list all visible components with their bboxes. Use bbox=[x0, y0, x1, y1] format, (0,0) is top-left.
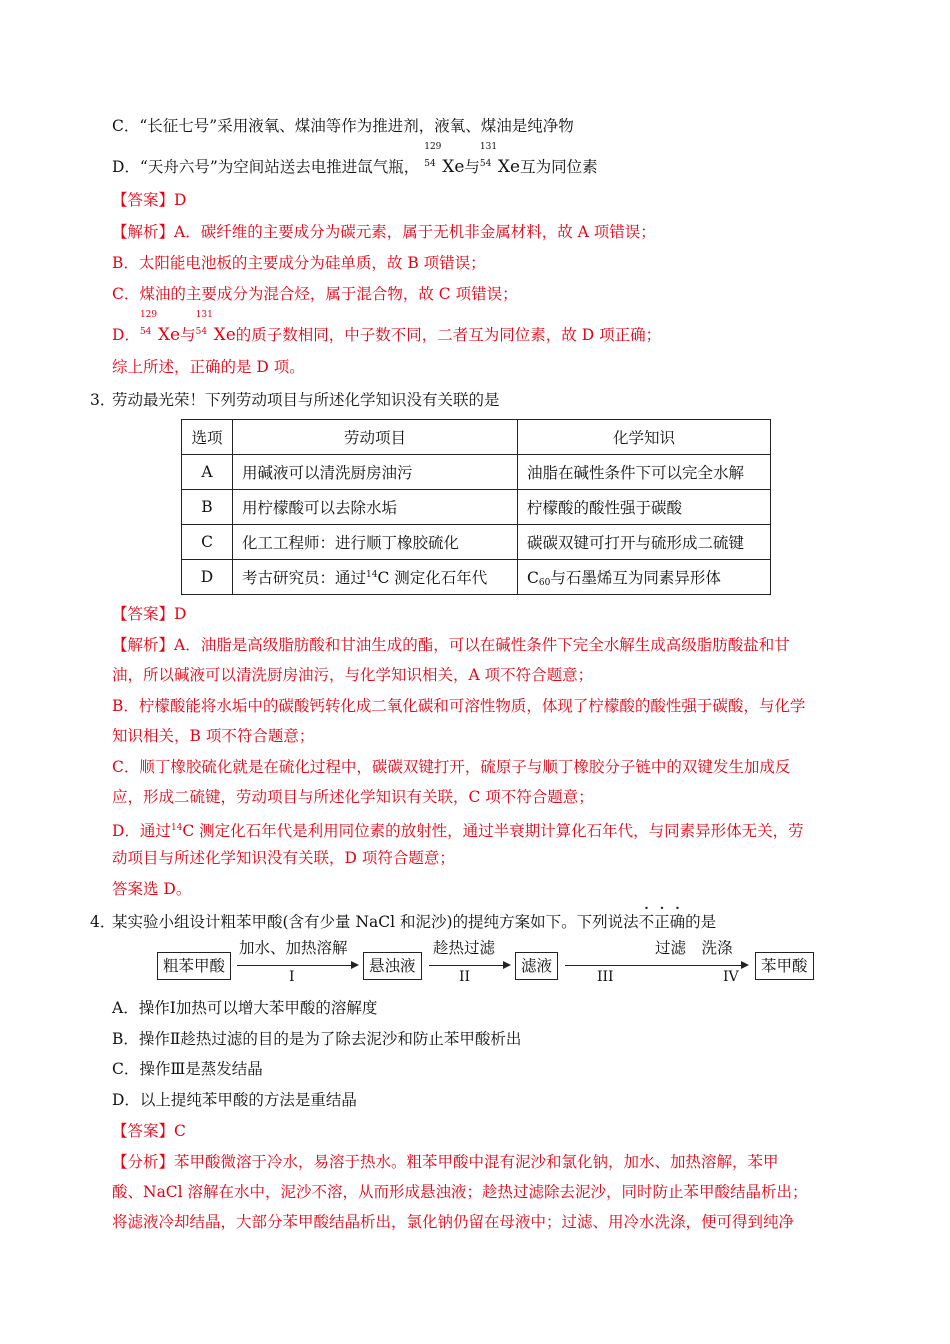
table-row bbox=[182, 455, 771, 490]
q4-option-b: B．操作Ⅱ趁热过滤的目的是为了除去泥沙和防止苯甲酸析出 bbox=[112, 1030, 522, 1048]
table-cell bbox=[233, 560, 518, 595]
q2-option-d-text: 与 bbox=[464, 158, 480, 176]
q2-explanation-d-text: 的质子数相同，中子数不同，二者互为同位素，故 D 项正确； bbox=[235, 326, 662, 344]
q2-option-d bbox=[112, 142, 598, 177]
table-cell: 油脂在碱性条件下可以完全水解 bbox=[518, 455, 771, 490]
table-cell: C bbox=[182, 525, 233, 560]
q2-answer: 【答案】D bbox=[112, 191, 187, 209]
emphasis-char: 正 bbox=[654, 913, 670, 931]
isotope-atomic-number: 54 bbox=[195, 327, 208, 337]
q3-answer: 【答案】D bbox=[112, 605, 187, 623]
xe131-isotope bbox=[479, 142, 498, 172]
q4-number: 4． bbox=[90, 913, 116, 931]
flow-step-label: 过滤 洗涤 bbox=[655, 939, 733, 957]
cell-text: 考古研究员：通过 bbox=[242, 569, 367, 587]
xe129-isotope bbox=[424, 142, 442, 172]
q3-explanation-text: C 测定化石年代是利用同位素的放射性，通过半衰期计算化石年代，与同素异形体无关，劳 bbox=[182, 822, 804, 840]
q2-explanation-a: 【解析】A．碳纤维的主要成分为碳元素，属于无机非金属材料，故 A 项错误； bbox=[112, 223, 656, 241]
q2-explanation-c: C．煤油的主要成分为混合烃，属于混合物，故 C 项错误； bbox=[112, 285, 518, 303]
element-symbol: Xe bbox=[213, 325, 236, 345]
flow-step-number: I bbox=[289, 969, 295, 985]
q2-explanation-d bbox=[112, 310, 662, 345]
q2-explanation-d-text: 与 bbox=[180, 326, 196, 344]
q2-summary: 综上所述，正确的是 D 项。 bbox=[112, 358, 305, 376]
q4-option-c: C．操作Ⅲ是蒸发结晶 bbox=[112, 1060, 263, 1078]
table-cell: 用碱液可以清洗厨房油污 bbox=[233, 455, 518, 490]
flow-box-product: 苯甲酸 bbox=[755, 952, 814, 980]
flow-step-number: IV bbox=[723, 969, 739, 985]
q2-explanation-d-text: D． bbox=[112, 326, 140, 344]
element-symbol: Xe bbox=[442, 157, 465, 177]
q3-stem: 劳动最光荣！下列劳动项目与所述化学知识没有关联的是 bbox=[112, 391, 500, 409]
flow-step-label: 加水、加热溶解 bbox=[239, 939, 348, 957]
labor-table bbox=[181, 419, 771, 595]
flow-step-number: II bbox=[459, 969, 471, 985]
isotope-mass: 129 bbox=[139, 310, 158, 320]
q3-explanation-line: 油，所以碱液可以清洗厨房油污，与化学知识相关，A 项不符合题意； bbox=[112, 666, 594, 684]
q3-number: 3． bbox=[90, 391, 116, 409]
q3-explanation-line: 动项目与所述化学知识没有关联，D 项符合题意； bbox=[112, 849, 455, 867]
mass-number: 14 bbox=[366, 570, 378, 580]
q2-option-c: C．“长征七号”采用液氧、煤油等作为推进剂，液氧、煤油是纯净物 bbox=[112, 117, 574, 135]
table-header-cell: 选项 bbox=[182, 420, 233, 455]
flow-arrow-1 bbox=[237, 939, 357, 985]
table-cell: B bbox=[182, 490, 233, 525]
q4-answer: 【答案】C bbox=[112, 1122, 186, 1140]
q3-final-answer: 答案选 D。 bbox=[112, 880, 192, 898]
flow-arrow-2 bbox=[429, 939, 509, 985]
flow-step-number: III bbox=[597, 969, 614, 985]
q4-option-d: D．以上提纯苯甲酸的方法是重结晶 bbox=[112, 1091, 357, 1109]
q3-explanation-d bbox=[112, 818, 804, 841]
flow-step-label: 趁热过滤 bbox=[433, 939, 496, 957]
emphasis-char: 确 bbox=[669, 913, 686, 931]
xe131-isotope bbox=[195, 310, 214, 340]
isotope-mass: 131 bbox=[195, 310, 213, 320]
cell-text: C 测定化石年代 bbox=[377, 569, 488, 587]
element-symbol: Xe bbox=[497, 157, 521, 177]
q4-analysis-line: 酸、NaCl 溶解在水中，泥沙不溶，从而形成悬浊液；趁热过滤除去泥沙，同时防止苯甲酸结晶析出； bbox=[112, 1183, 808, 1201]
isotope-atomic-number: 54 bbox=[479, 159, 492, 169]
q3-explanation-text: D．通过 bbox=[112, 822, 171, 840]
table-cell: D bbox=[182, 560, 233, 595]
table-row bbox=[182, 490, 771, 525]
q2-option-d-text: 互为同位素 bbox=[520, 158, 598, 176]
table-cell: A bbox=[182, 455, 233, 490]
table-cell bbox=[518, 560, 771, 595]
q3-explanation-line: 【解析】A．油脂是高级脂肪酸和甘油生成的酯，可以在碱性条件下完全水解生成高级脂肪酸盐和甘 bbox=[112, 636, 790, 654]
q4-option-a: A．操作Ⅰ加热可以增大苯甲酸的溶解度 bbox=[112, 999, 378, 1017]
q3-explanation-line: B．柠檬酸能将水垢中的碳酸钙转化成二氧化碳和可溶性物质，体现了柠檬酸的酸性强于碳酸，与化学 bbox=[112, 697, 806, 715]
emphasis-char: 不 bbox=[638, 913, 655, 931]
cell-text: C bbox=[527, 569, 539, 587]
table-header-row bbox=[182, 420, 771, 455]
q4-analysis-line: 【分析】苯甲酸微溶于冷水，易溶于热水。粗苯甲酸中混有泥沙和氯化钠，加水、加热溶解，苯甲 bbox=[112, 1153, 779, 1171]
isotope-mass: 131 bbox=[479, 142, 498, 152]
isotope-atomic-number: 54 bbox=[424, 159, 436, 169]
q4-stem-text: 的是 bbox=[685, 913, 717, 931]
q4-stem-text: 某实验小组设计粗苯甲酸(含有少量 NaCl 和泥沙)的提纯方案如下。下列说法 bbox=[112, 913, 639, 931]
xe129-isotope bbox=[139, 310, 158, 340]
q2-option-d-text: D．“天舟六号”为空间站送去电推进氙气瓶， bbox=[112, 158, 420, 176]
q4-stem bbox=[112, 912, 716, 932]
isotope-atomic-number: 54 bbox=[139, 327, 152, 337]
q2-explanation-b: B．太阳能电池板的主要成分为硅单质，故 B 项错误； bbox=[112, 254, 486, 272]
table-header-cell: 化学知识 bbox=[518, 420, 771, 455]
table-cell: 碳碳双键可打开与硫形成二硫键 bbox=[518, 525, 771, 560]
element-symbol: Xe bbox=[157, 325, 181, 345]
table-cell: 化工工程师：进行顺丁橡胶硫化 bbox=[233, 525, 518, 560]
q3-explanation-line: 知识相关，B 项不符合题意； bbox=[112, 727, 315, 745]
table-header-cell: 劳动项目 bbox=[233, 420, 518, 455]
flow-box-crude: 粗苯甲酸 bbox=[157, 952, 231, 980]
cell-text: 与石墨烯互为同素异形体 bbox=[550, 569, 721, 587]
flow-box-suspension: 悬浊液 bbox=[363, 952, 422, 980]
atom-count: 60 bbox=[538, 578, 551, 588]
mass-number: 14 bbox=[170, 823, 183, 833]
flow-arrow-3 bbox=[565, 939, 747, 985]
q3-explanation-line: C．顺丁橡胶硫化就是在硫化过程中，碳碳双键打开，硫原子与顺丁橡胶分子链中的双键发生加成反 bbox=[112, 758, 791, 776]
table-cell: 柠檬酸的酸性强于碳酸 bbox=[518, 490, 771, 525]
flow-box-filtrate: 滤液 bbox=[515, 952, 558, 980]
table-cell: 用柠檬酸可以去除水垢 bbox=[233, 490, 518, 525]
q3-explanation-line: 应，形成二硫键，劳动项目与所述化学知识有关联，C 项不符合题意； bbox=[112, 788, 594, 806]
q4-analysis-line: 将滤液冷却结晶，大部分苯甲酸结晶析出，氯化钠仍留在母液中；过滤、用冷水洗涤，便可得到纯净 bbox=[112, 1213, 795, 1231]
table-row bbox=[182, 525, 771, 560]
isotope-mass: 129 bbox=[424, 142, 442, 152]
purification-flowchart bbox=[157, 940, 827, 992]
table-row bbox=[182, 560, 771, 595]
